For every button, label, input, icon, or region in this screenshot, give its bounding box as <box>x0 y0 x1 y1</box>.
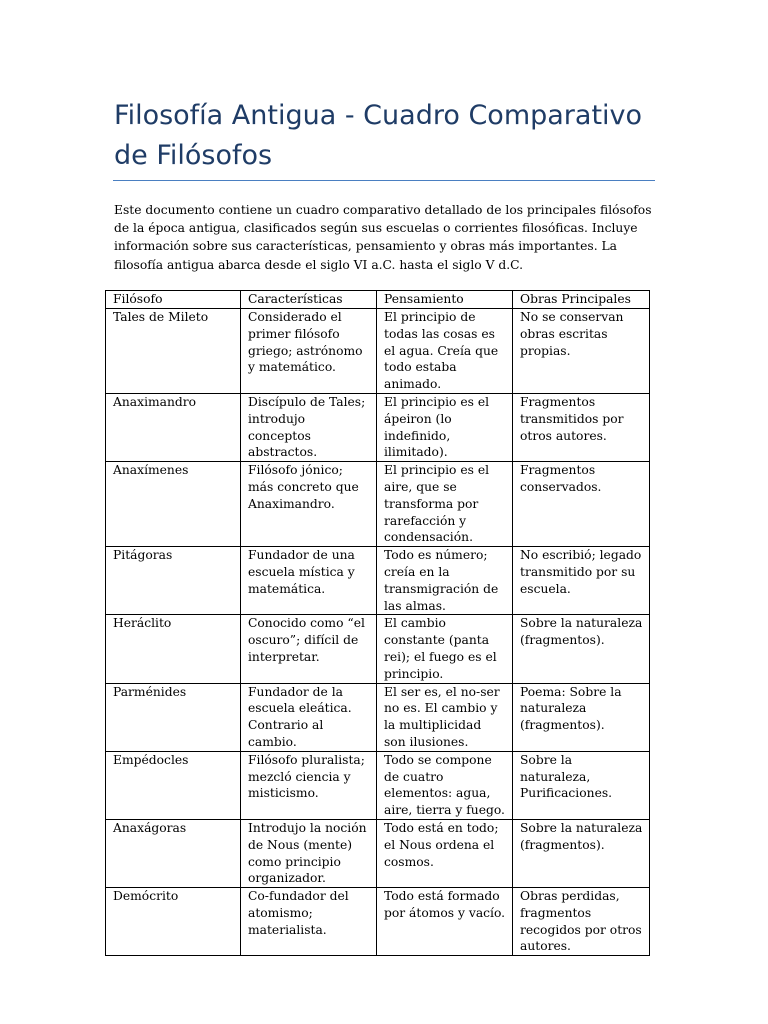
characteristics-cell: Co-fundador del atomismo; materialista. <box>241 888 377 956</box>
table-row <box>106 615 650 683</box>
thought-cell: El principio de todas las cosas es el agua. Creía que todo estaba animado. <box>377 309 513 394</box>
characteristics-cell: Introdujo la noción de Nous (mente) como principio organizador. <box>241 819 377 887</box>
philosopher-cell: Demócrito <box>106 888 241 956</box>
thought-cell: Todo está en todo; el Nous ordena el cosmos. <box>377 819 513 887</box>
philosopher-cell: Pitágoras <box>106 547 241 615</box>
characteristics-cell: Discípulo de Tales; introdujo conceptos abstractos. <box>241 393 377 461</box>
intro-paragraph: Este documento contiene un cuadro comparativo detallado de los principales filósofos de la época antigua, clasificados según sus escuelas o corrientes filosóficas. Incluye información sobre sus características, pensamiento y obras más importantes. La filosofía antigua abarca desde el siglo VI a.C. hasta el siglo V d.C. <box>114 203 652 272</box>
title-underline <box>113 180 655 181</box>
works-cell: Fragmentos transmitidos por otros autores. <box>513 393 650 461</box>
characteristics-cell: Filósofo pluralista; mezcló ciencia y misticismo. <box>241 751 377 819</box>
thought-cell: El ser es, el no-ser no es. El cambio y la multiplicidad son ilusiones. <box>377 683 513 751</box>
works-cell: Fragmentos conservados. <box>513 462 650 547</box>
table-row <box>106 393 650 461</box>
philosopher-cell: Anaximandro <box>106 393 241 461</box>
thought-cell: El cambio constante (panta rei); el fuego es el principio. <box>377 615 513 683</box>
characteristics-cell: Conocido como “el oscuro”; difícil de interpretar. <box>241 615 377 683</box>
philosopher-cell: Heráclito <box>106 615 241 683</box>
thought-cell: Todo se compone de cuatro elementos: agua, aire, tierra y fuego. <box>377 751 513 819</box>
table-row <box>106 819 650 887</box>
philosopher-cell: Anaxágoras <box>106 819 241 887</box>
philosopher-cell: Empédocles <box>106 751 241 819</box>
table-row <box>106 547 650 615</box>
table-row <box>106 888 650 956</box>
header-characteristics: Características <box>241 291 377 309</box>
characteristics-cell: Filósofo jónico; más concreto que Anaximandro. <box>241 462 377 547</box>
table-row <box>106 683 650 751</box>
works-cell: Poema: Sobre la naturaleza (fragmentos). <box>513 683 650 751</box>
header-thought: Pensamiento <box>377 291 513 309</box>
philosopher-cell: Anaxímenes <box>106 462 241 547</box>
characteristics-cell: Considerado el primer filósofo griego; astrónomo y matemático. <box>241 309 377 394</box>
thought-cell: El principio es el ápeiron (lo indefinido, ilimitado). <box>377 393 513 461</box>
document-title: Filosofía Antigua - Cuadro Comparativo de Filósofos <box>114 100 643 171</box>
thought-cell: Todo está formado por átomos y vacío. <box>377 888 513 956</box>
header-main-works: Obras Principales <box>513 291 650 309</box>
table-header-row <box>106 291 650 309</box>
table-row <box>106 309 650 394</box>
works-cell: Obras perdidas, fragmentos recogidos por otros autores. <box>513 888 650 956</box>
characteristics-cell: Fundador de la escuela eleática. Contrario al cambio. <box>241 683 377 751</box>
characteristics-cell: Fundador de una escuela mística y matemática. <box>241 547 377 615</box>
header-philosopher: Filósofo <box>106 291 241 309</box>
works-cell: Sobre la naturaleza (fragmentos). <box>513 615 650 683</box>
works-cell: No escribió; legado transmitido por su escuela. <box>513 547 650 615</box>
table-row <box>106 751 650 819</box>
works-cell: Sobre la naturaleza (fragmentos). <box>513 819 650 887</box>
table-row <box>106 462 650 547</box>
thought-cell: El principio es el aire, que se transforma por rarefacción y condensación. <box>377 462 513 547</box>
philosopher-cell: Parménides <box>106 683 241 751</box>
thought-cell: Todo es número; creía en la transmigración de las almas. <box>377 547 513 615</box>
philosopher-cell: Tales de Mileto <box>106 309 241 394</box>
works-cell: Sobre la naturaleza, Purificaciones. <box>513 751 650 819</box>
comparison-table <box>105 290 650 956</box>
works-cell: No se conservan obras escritas propias. <box>513 309 650 394</box>
